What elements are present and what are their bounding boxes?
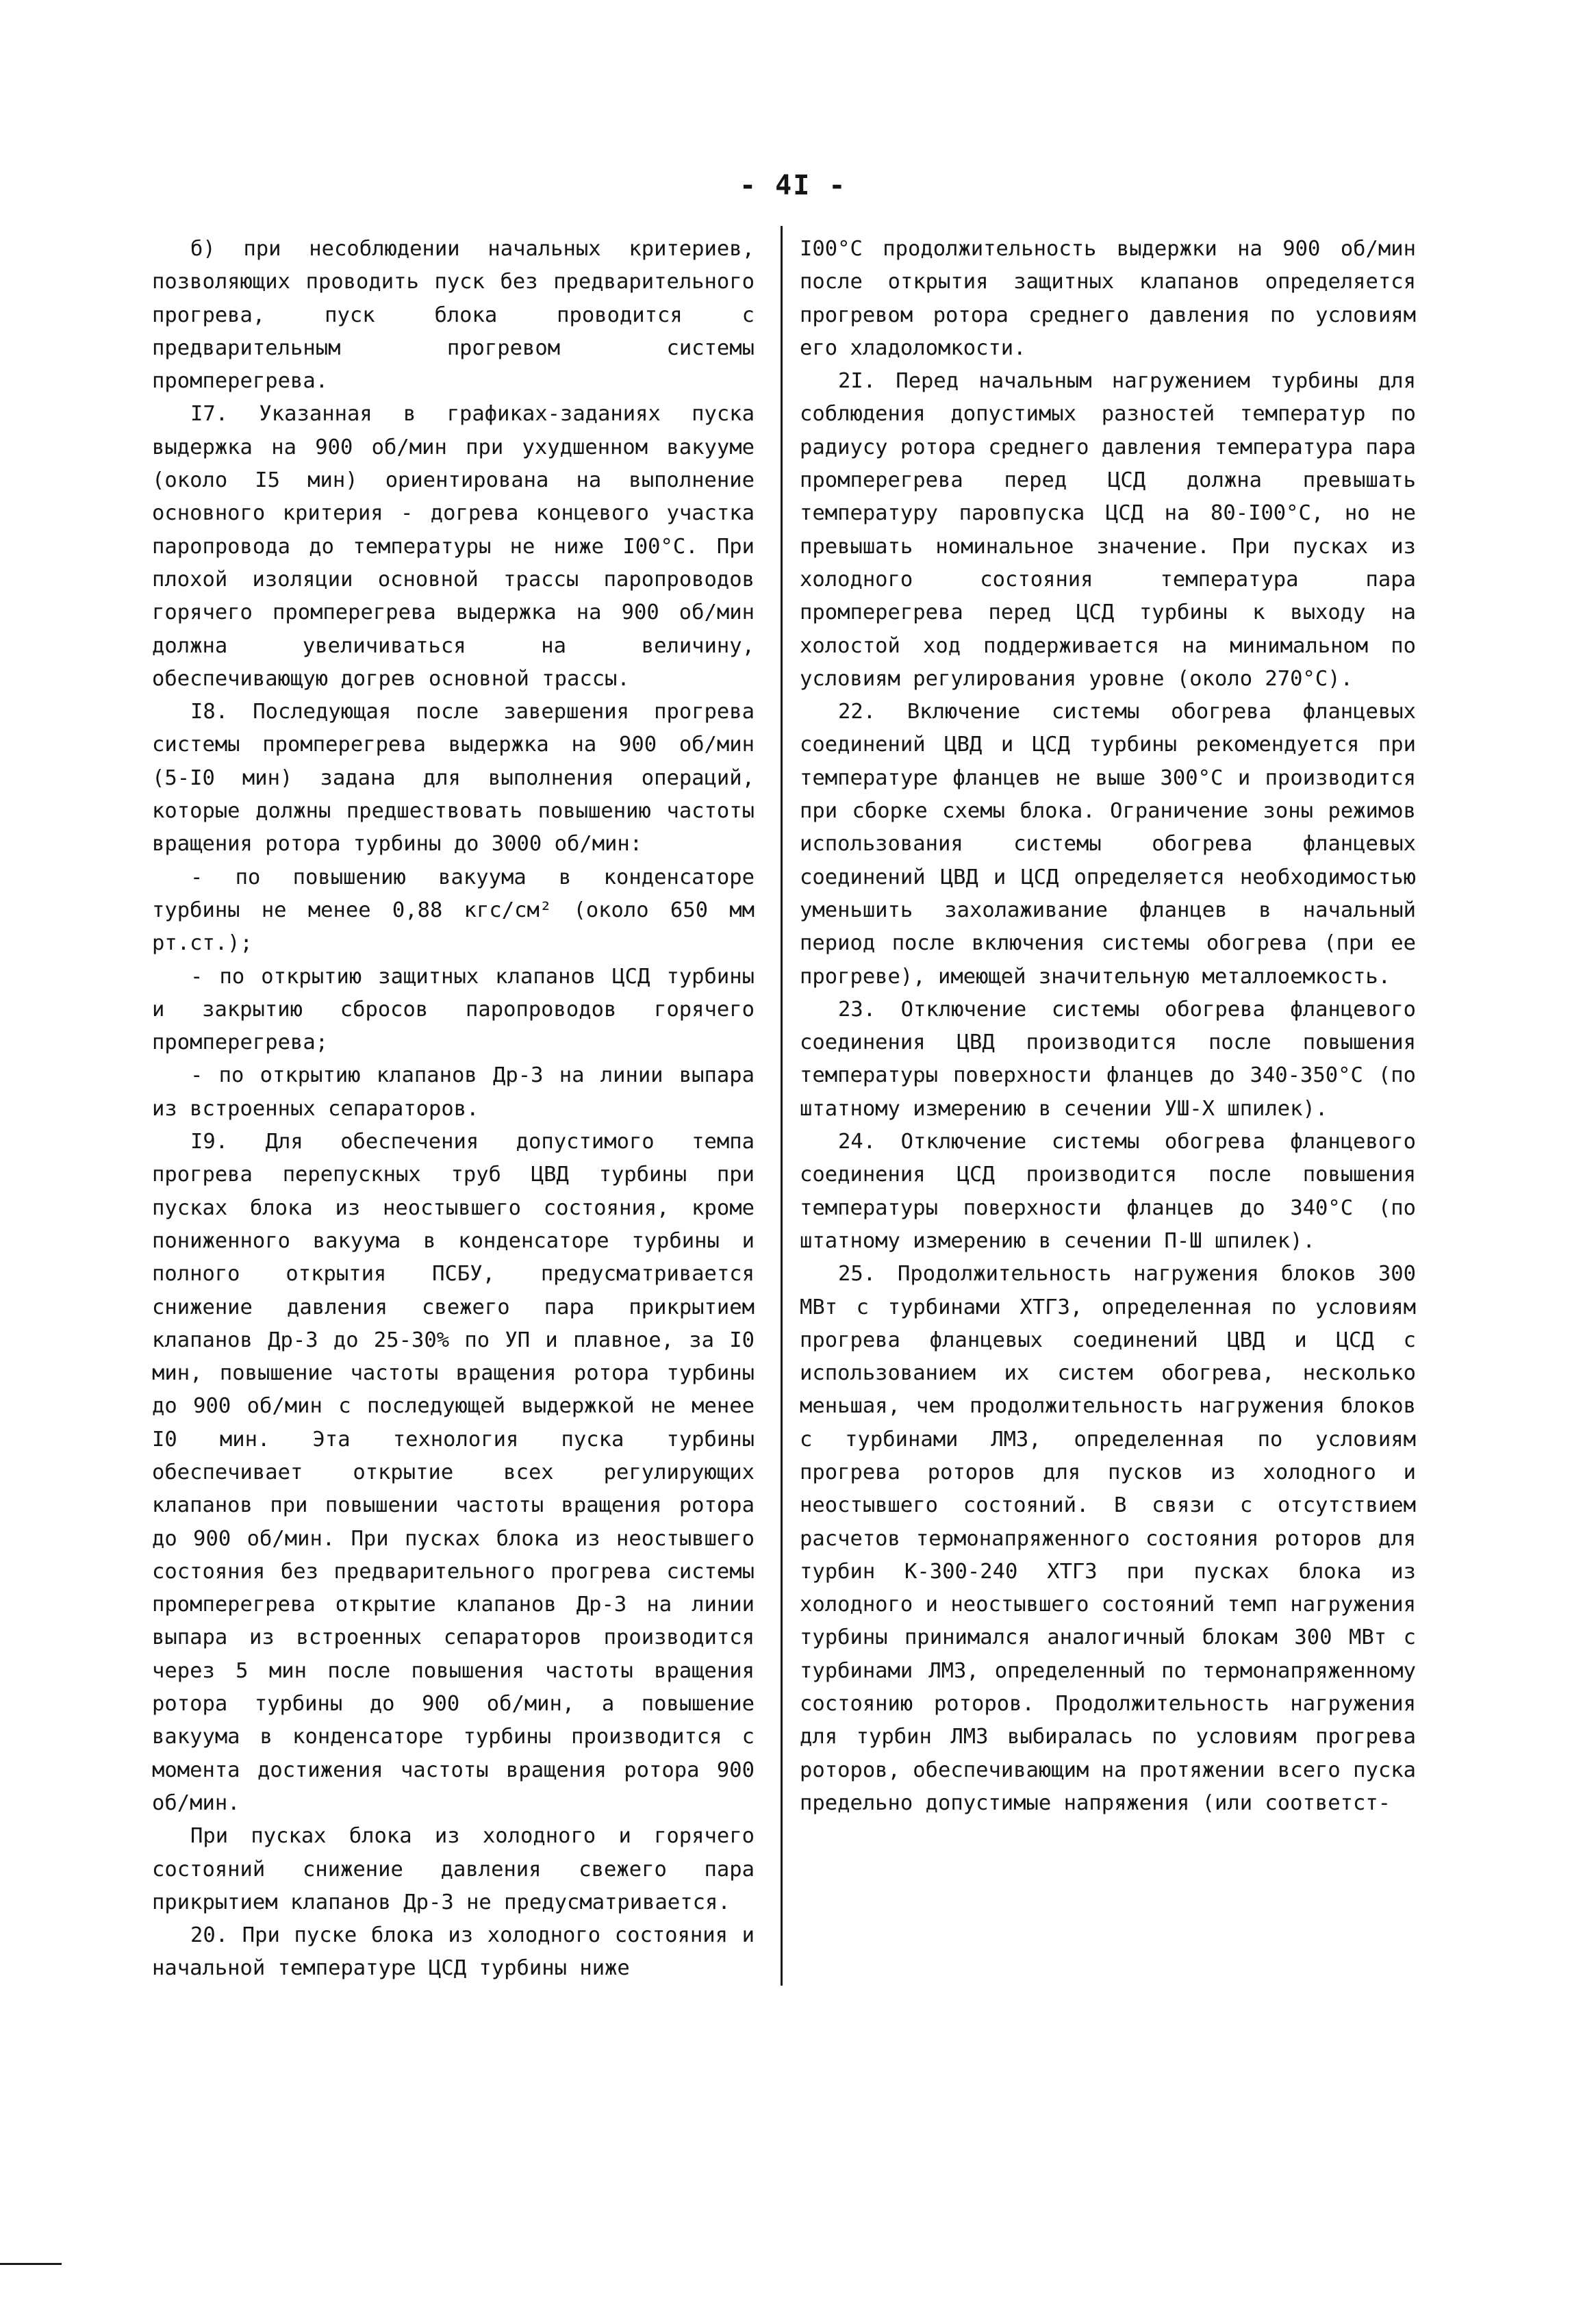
page-number: - 4I - bbox=[739, 170, 847, 201]
paragraph-24: 24. Отключение системы обогрева фланцевого соединения ЦСД производится после повышения температуры поверхности фланцев до 340°С (по штатному измерению в сечении П-Ш шпилек). bbox=[800, 1130, 1416, 1253]
paragraph-23: 23. Отключение системы обогрева фланцевого соединения ЦВД производится после повышения температуры поверхности фланцев до 340-350°С (по штатному измерению в сечении УШ-Х шпилек). bbox=[800, 997, 1416, 1121]
list-item-protective-valves: - по открытию защитных клапанов ЦСД турбины и закрытию сбросов паропроводов горячего промперегрева; bbox=[152, 964, 755, 1055]
paragraph-17: I7. Указанная в графиках-заданиях пуска выдержка на 900 об/мин при ухудшенном вакууме (около I5 мин) ориентирована на выполнение основного критерия - догрева концевого участка паропровода до температуры не ниже I00°С. При плохой изоляции основной трассы паропроводов горячего промперегрева выдержка на 900 об/мин должна увеличиваться на величину, обеспечивающую догрев основной трассы. bbox=[152, 402, 755, 691]
paragraph-25: 25. Продолжительность нагружения блоков 300 МВт с турбинами ХТГЗ, определенная по условиям прогрева фланцевых соединений ЦВД и ЦСД с использованием их систем обогрева, несколько меньшая, чем продолжительность нагружения блоков с турбинами ЛМЗ, определенная по условиям прогрева роторов для пусков из холодного и неостывшего состояний. В связи с отсутствием расчетов термонапряженного состояния роторов для турбин К-300-240 ХТГЗ при пусках блока из холодного и неостывшего состояний темп нагружения турбины принимался аналогичный блокам 300 МВт с турбинами ЛМЗ, определенный по термонапряженному состоянию роторов. Продолжительность нагружения для турбин ЛМЗ выбиралась по условиям прогрева роторов, обеспечивающим на протяжении всего пуска предельно допустимые напряжения (или соответст- bbox=[800, 1262, 1416, 1815]
paragraph-criteria-b: б) при несоблюдении начальных критериев, позволяющих проводить пуск без предварительного прогрева, пуск блока проводится с предварительным прогревом системы промперегрева. bbox=[152, 237, 755, 394]
scan-edge-mark bbox=[0, 2263, 62, 2265]
list-item-vacuum: - по повышению вакуума в конденсаторе турбины не менее 0,88 кгс/см² (около 650 мм рт.ст.); bbox=[152, 865, 755, 956]
left-column bbox=[152, 233, 755, 1986]
right-column bbox=[800, 233, 1416, 1820]
paragraph-20-continued: I00°С продолжительность выдержки на 900 об/мин после открытия защитных клапанов определяется прогревом ротора среднего давления по условиям его хладоломкости. bbox=[800, 237, 1416, 360]
paragraph-cold-hot-start: При пусках блока из холодного и горячего состояний снижение давления свежего пара прикрытием клапанов Др-3 не предусматривается. bbox=[152, 1824, 755, 1914]
paragraph-20: 20. При пуске блока из холодного состояния и начальной температуре ЦСД турбины ниже bbox=[152, 1923, 755, 1981]
paragraph-21: 2I. Перед начальным нагружением турбины для соблюдения допустимых разностей температур по радиусу ротора среднего давления температура пара промперегрева перед ЦСД должна превышать температуру паровпуска ЦСД на 80-I00°С, но не превышать номинальное значение. При пусках из холодного состояния температура пара промперегрева перед ЦСД турбины к выходу на холостой ход поддерживается на минимальном по условиям регулирования уровне (около 270°С). bbox=[800, 369, 1416, 691]
list-item-dr3-valves: - по открытию клапанов Др-3 на линии выпара из встроенных сепараторов. bbox=[152, 1063, 755, 1121]
paragraph-18: I8. Последующая после завершения прогрева системы промперегрева выдержка на 900 об/мин (5-I0 мин) задана для выполнения операций, которые должны предшествовать повышению частоты вращения ротора турбины до 3000 об/мин: bbox=[152, 700, 755, 857]
paragraph-22: 22. Включение системы обогрева фланцевых соединений ЦВД и ЦСД турбины рекомендуется при температуре фланцев не выше 300°С и производится при сборке схемы блока. Ограничение зоны режимов использования системы обогрева фланцевых соединений ЦВД и ЦСД определяется необходимостью уменьшить захолаживание фланцев в начальный период после включения системы обогрева (при ее прогреве), имеющей значительную металлоемкость. bbox=[800, 700, 1416, 989]
column-divider bbox=[781, 226, 783, 1986]
paragraph-19: I9. Для обеспечения допустимого темпа прогрева перепускных труб ЦВД турбины при пусках блока из неостывшего состояния, кроме пониженного вакуума в конденсаторе турбины и полного открытия ПСБУ, предусматривается снижение давления свежего пара прикрытием клапанов Др-3 до 25-30% по УП и плавное, за I0 мин, повышение частоты вращения ротора турбины до 900 об/мин с последующей выдержкой не менее I0 мин. Эта технология пуска турбины обеспечивает открытие всех регулирующих клапанов при повышении частоты вращения ротора до 900 об/мин. При пусках блока из неостывшего состояния без предварительного прогрева системы промперегрева открытие клапанов Др-3 на линии выпара из встроенных сепараторов производится через 5 мин после повышения частоты вращения ротора турбины до 900 об/мин, а повышение вакуума в конденсаторе турбины производится с момента достижения частоты вращения ротора 900 об/мин. bbox=[152, 1130, 755, 1815]
